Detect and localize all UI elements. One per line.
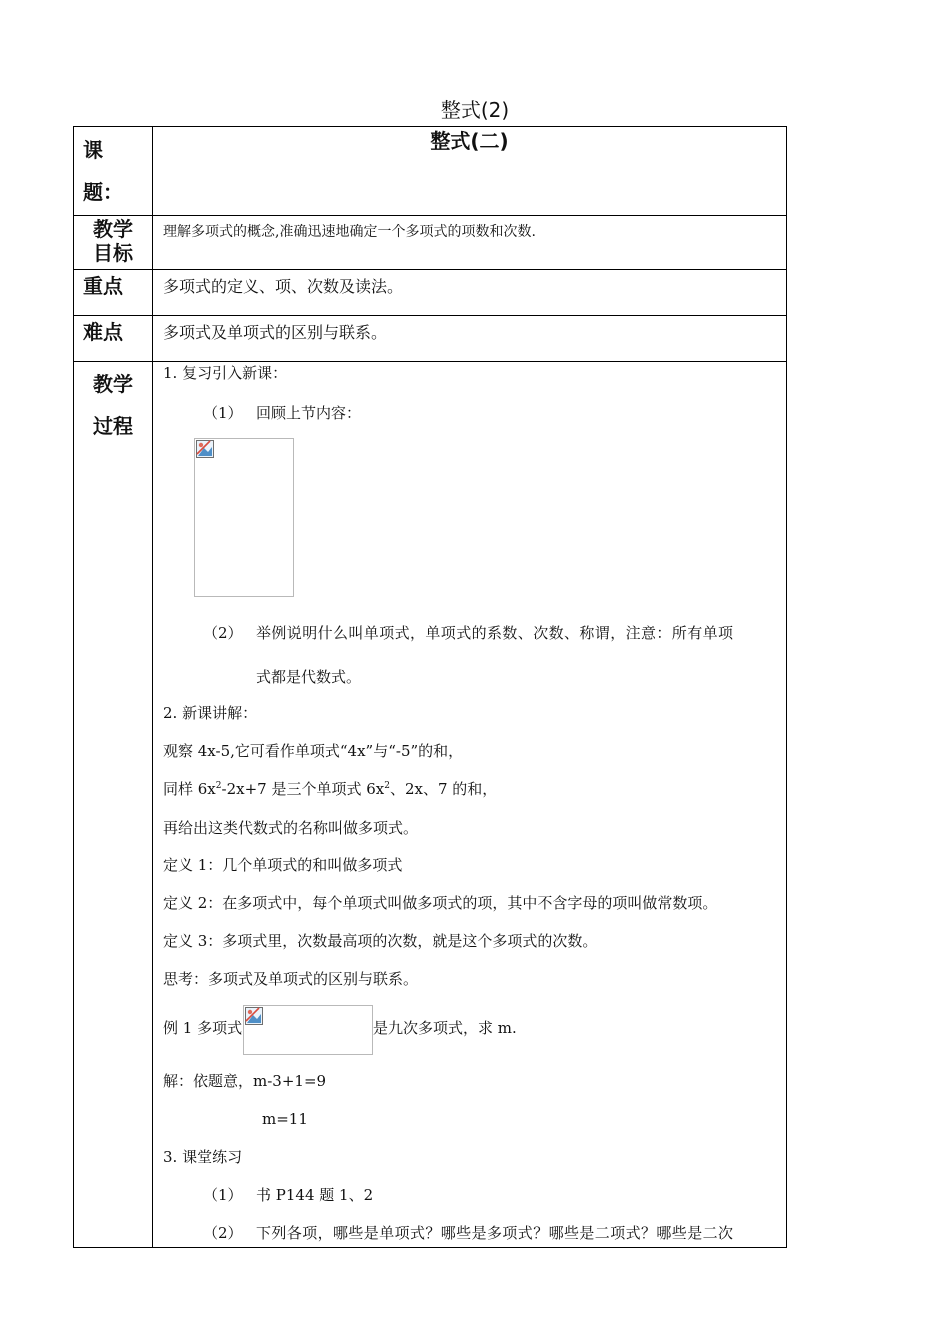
observe-line: 观察 4x-5,它可看作单项式“4x”与“-5”的和， [163, 742, 464, 760]
list-num: （2） [203, 1224, 243, 1242]
list-num: （1） [203, 404, 243, 422]
cell-key-point [153, 270, 787, 316]
example-formula-image [243, 1005, 373, 1055]
cell-difficulty [153, 316, 787, 362]
key-point-text: 多项式的定义、项、次数及读法。 [163, 277, 404, 296]
exponent: 2 [384, 781, 390, 791]
section-new-lesson-heading: 2. 新课讲解： [163, 704, 258, 722]
same-text-a: 同样 6x [163, 780, 216, 798]
list-num: （1） [203, 1186, 243, 1204]
row-key-point [74, 270, 787, 316]
definition-2: 定义 2：在多项式中，每个单项式叫做多项式的项，其中不含字母的项叫做常数项。 [163, 894, 718, 912]
row-lesson-title [74, 127, 787, 216]
label-line: 课 [83, 138, 103, 162]
cell-lesson-title [153, 127, 787, 216]
label-line: 教学 [93, 217, 133, 241]
review-item-2: 举例说明什么叫单项式，单项式的系数、次数、称谓，注意：所有单项 [256, 624, 734, 642]
label-teaching-process [74, 362, 153, 1248]
row-teaching-process [74, 362, 787, 1248]
practice-item-1: 书 P144 题 1、2 [256, 1186, 374, 1204]
section-practice-heading: 3. 课堂练习 [163, 1148, 243, 1166]
review-item-2-cont: 式都是代数式。 [256, 668, 362, 686]
section-review-heading: 1. 复习引入新课： [163, 364, 288, 382]
list-num: （2） [203, 624, 243, 642]
page-title: 整式(2) [440, 98, 510, 122]
cell-teaching-process [153, 362, 787, 1248]
naming-line: 再给出这类代数式的名称叫做多项式。 [163, 819, 419, 837]
label-line: 题： [83, 180, 123, 204]
review-image [194, 438, 294, 597]
example-1-question: 是九次多项式，求 m. [373, 1019, 517, 1037]
label-lesson-title [74, 127, 153, 216]
label-line: 过程 [93, 414, 133, 438]
example-1-label: 例 1 多项式 [163, 1019, 243, 1037]
lesson-table [73, 126, 787, 1248]
definition-3: 定义 3：多项式里，次数最高项的次数，就是这个多项式的次数。 [163, 932, 598, 950]
exponent: 2 [215, 781, 222, 791]
definition-1: 定义 1：几个单项式的和叫做多项式 [163, 856, 403, 874]
label-line: 教学 [93, 372, 133, 396]
difficulty-text: 多项式及单项式的区别与联系。 [163, 323, 388, 342]
same-line [163, 778, 497, 800]
broken-image-icon [245, 1007, 263, 1025]
solution-line-2: m=11 [262, 1110, 308, 1128]
label-teaching-goal [74, 216, 153, 270]
review-item-1: 回顾上节内容： [256, 404, 362, 422]
label-line: 目标 [93, 241, 133, 265]
same-text-b: -2x+7 是三个单项式 6x [221, 780, 385, 798]
broken-image-icon [196, 440, 214, 458]
practice-item-2: 下列各项，哪些是单项式？哪些是多项式？哪些是二项式？哪些是二次 [256, 1224, 734, 1242]
row-teaching-goal [74, 216, 787, 270]
teaching-goal-text: 理解多项式的概念,准确迅速地确定一个多项式的项数和次数. [163, 224, 536, 240]
think-line: 思考：多项式及单项式的区别与联系。 [163, 970, 419, 988]
same-text-c: 、2x、7 的和， [389, 780, 498, 798]
solution-line-1: 解：依题意，m-3+1=9 [163, 1072, 327, 1090]
cell-teaching-goal [153, 216, 787, 270]
row-difficulty [74, 316, 787, 362]
label-key-point: 重点 [74, 270, 153, 316]
label-difficulty: 难点 [74, 316, 153, 362]
lesson-name: 整式(二) [430, 129, 509, 153]
